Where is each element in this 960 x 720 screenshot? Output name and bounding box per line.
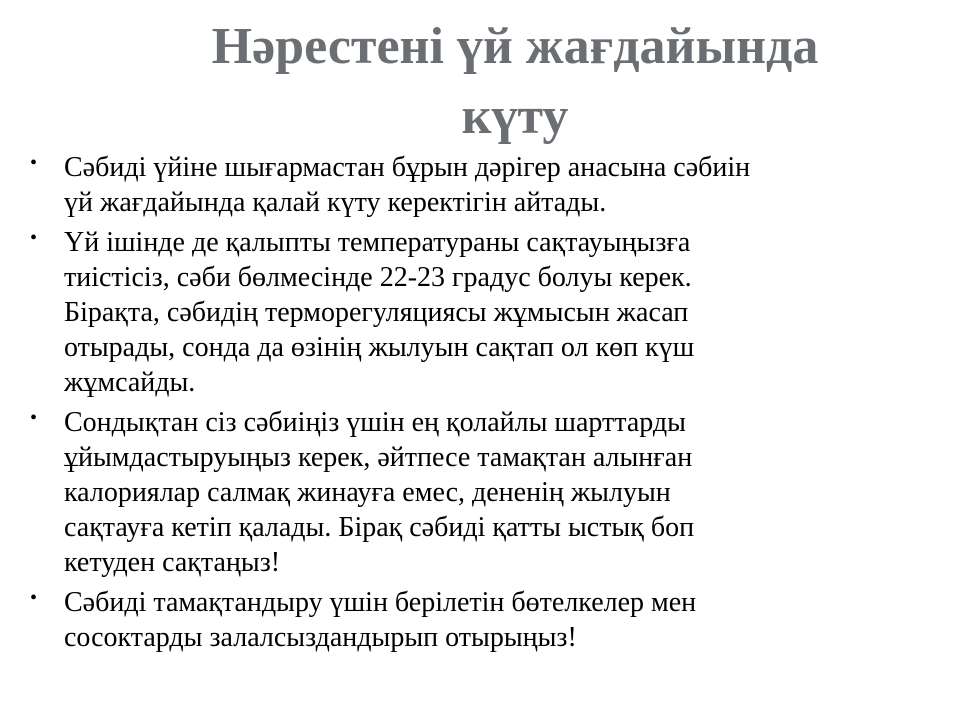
bullet-list <box>30 150 930 660</box>
bullet-text-line: ұйымдастыруыңыз керек, әйтпесе тамақтан алынған <box>64 442 693 473</box>
bullet-text-line: кетуден сақтаңыз! <box>64 547 281 578</box>
bullet-text-line: сақтауға кетіп қалады. Бірақ сәбиді қатты ыстық боп <box>64 512 695 543</box>
bullet-text-line: Үй ішінде де қалыпты температураны сақтауыңызға <box>64 227 691 258</box>
bullet-icon: • <box>30 587 38 609</box>
bullet-text-line: жұмсайды. <box>64 367 196 398</box>
bullet-item <box>30 405 930 580</box>
bullet-item <box>30 585 930 655</box>
bullet-text-line: тиістісіз, сәби бөлмесінде 22-23 градус болуы керек. <box>64 262 692 293</box>
slide-title <box>170 12 860 152</box>
bullet-text-line: сосоктарды залалсыздандырып отырыңыз! <box>64 622 577 653</box>
bullet-text-line: Бірақта, сәбидің терморегуляциясы жұмысын жасап <box>64 297 689 328</box>
bullet-icon: • <box>30 407 38 429</box>
bullet-text-line: үй жағдайында қалай күту керектігін айтады. <box>64 187 607 218</box>
bullet-text-line: отырады, сонда да өзінің жылуын сақтап ол көп күш <box>64 332 695 363</box>
bullet-item <box>30 150 930 220</box>
bullet-text-line: Сәбиді тамақтандыру үшін берілетін бөтелкелер мен <box>64 587 697 618</box>
slide-title-line-1: Нәрестені үй жағдайында <box>211 18 819 75</box>
bullet-text-line: Сәбиді үйіне шығармастан бұрын дәрігер анасына сәбиін <box>64 152 751 183</box>
bullet-text-line: калориялар салмақ жинауға емес, дененің жылуын <box>64 477 671 508</box>
bullet-item <box>30 225 930 400</box>
bullet-icon: • <box>30 227 38 249</box>
slide-title-line-2: күту <box>461 88 569 145</box>
bullet-text-line: Сондықтан сіз сәбиіңіз үшін ең қолайлы шарттарды <box>64 407 686 438</box>
bullet-icon: • <box>30 152 38 174</box>
